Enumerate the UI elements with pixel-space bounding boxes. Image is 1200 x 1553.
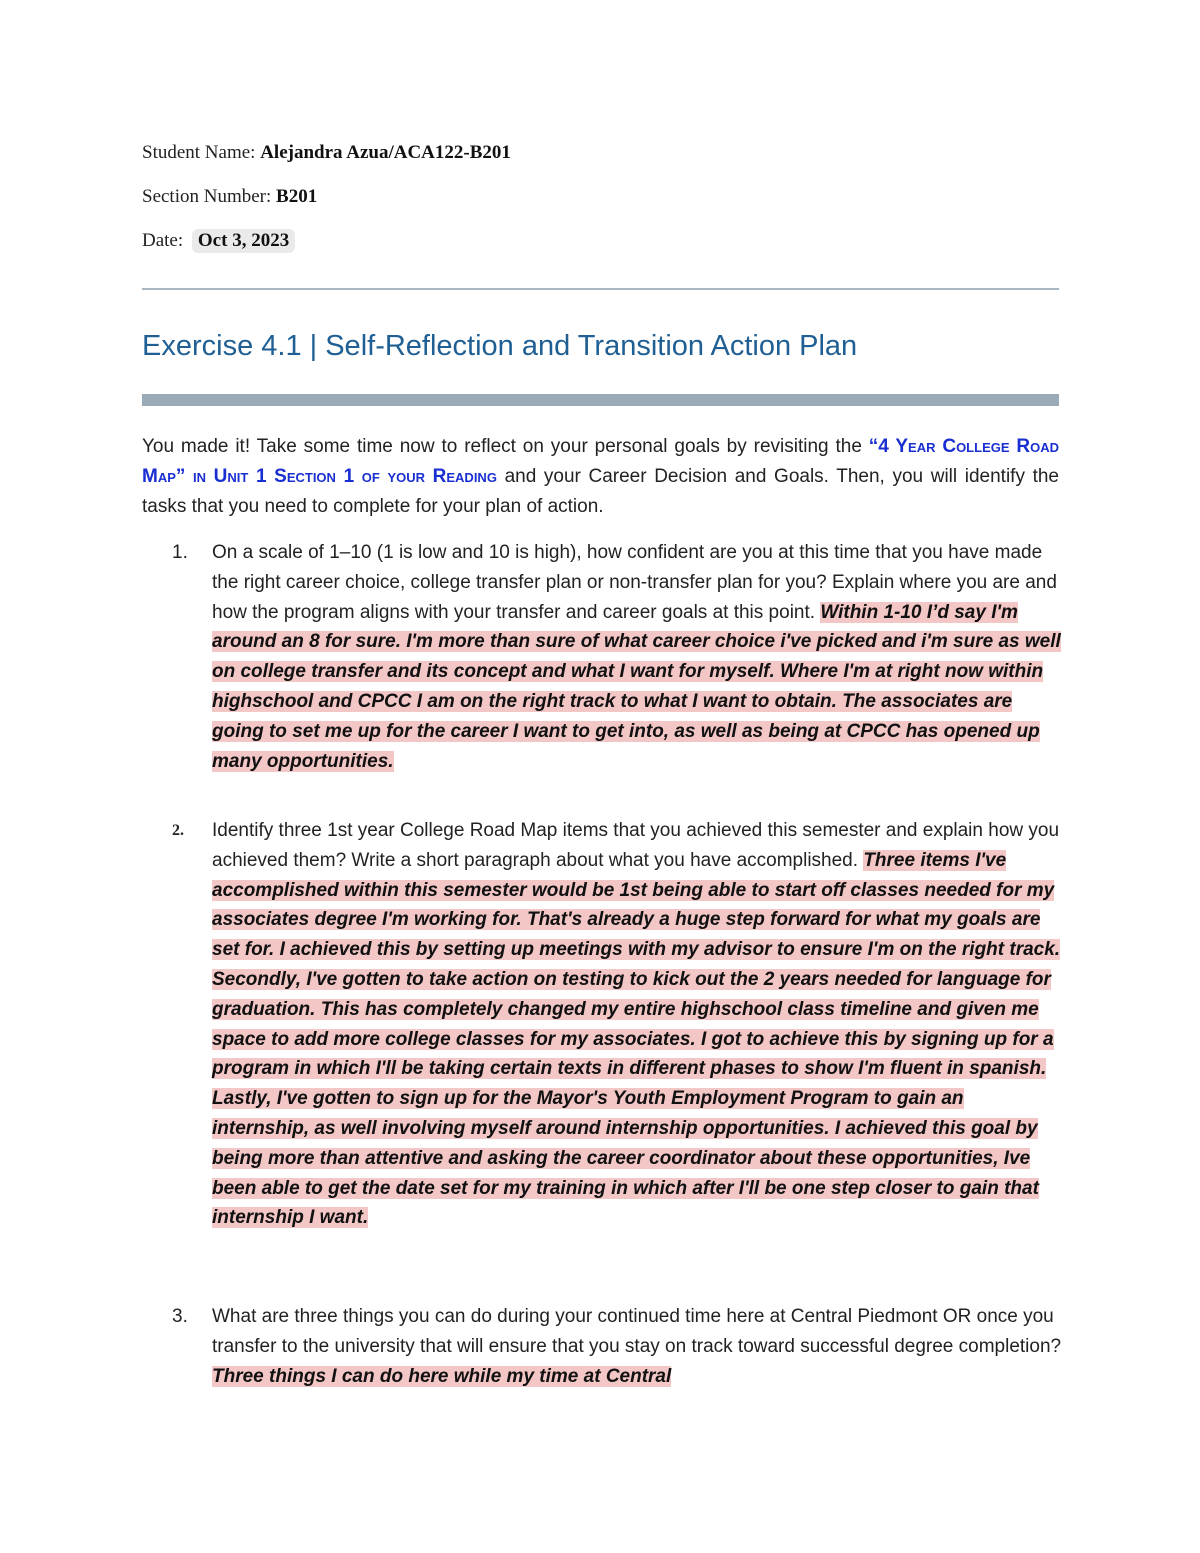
header-divider <box>142 288 1059 290</box>
answer-text[interactable]: Three things I can do here while my time at Central <box>212 1365 672 1387</box>
title-divider <box>142 394 1059 406</box>
section-number-value: B201 <box>276 186 318 207</box>
student-name-line <box>142 142 511 164</box>
date-label: Date: <box>142 230 184 251</box>
question-prompt: Identify three 1st year College Road Map items that you achieved this semester and explain how you achieved them? Write a short paragraph about what you have accomplished. <box>212 820 1060 871</box>
page-title: Exercise 4.1 | Self-Reflection and Transition Action Plan <box>142 330 858 362</box>
date-line <box>142 229 295 253</box>
answer-text[interactable]: Three items I've accomplished within this semester would be 1st being able to start off classes needed for my associates degree I'm working for. That's already a huge step forward for what my goals are set for. I achieved this by setting up meetings with my advisor to ensure I'm on the right track. Secondly, I've gotten to take action on testing to kick out the 2 years needed for language for graduation. This has completely changed my entire highschool class timeline and given me space to add more college classes for my associates. I got to achieve this by signing up for a program in which I'll be taking certain texts in different phases to show I'm fluent in spanish. Lastly, I've gotten to sign up for the Mayor's Youth Employment Program to gain an internship, as well involving myself around internship opportunities. I achieved this goal by being more than attentive and asking the career coordinator about these opportunities, Ive been able to get the date set for my training in which after I'll be one step closer to gain that internship I want. <box>212 849 1061 1229</box>
question-body <box>212 538 1062 776</box>
question-body <box>212 816 1062 1233</box>
question-prompt: On a scale of 1–10 (1 is low and 10 is high), how confident are you at this time that you have made the right career choice, college transfer plan or non-transfer plan for you? Explain where you are and how the program aligns with your transfer and career goals at this point. <box>212 542 1057 623</box>
section-number-line <box>142 186 317 208</box>
section-number-label: Section Number: <box>142 186 272 207</box>
answer-text[interactable]: Within 1-10 I’d say I'm around an 8 for sure. I'm more than sure of what career choice i've picked and i'm sure as well on college transfer and its concept and what I want for myself. Where I'm at right now within highschool and CPCC I am on the right track to what I want to obtain. The associates are going to set me up for the career I want to get into, as well as being at CPCC has opened up many opportunities. <box>212 601 1061 772</box>
question-number: 1. <box>172 542 188 563</box>
date-chip[interactable]: Oct 3, 2023 <box>192 229 295 253</box>
question-body <box>212 1302 1062 1391</box>
student-name-value: Alejandra Azua/ACA122-B201 <box>260 142 511 163</box>
question-prompt: What are three things you can do during your continued time here at Central Piedmont OR once you transfer to the university that will ensure that you stay on track toward successful degree completion? <box>212 1306 1062 1357</box>
intro-text-after: and your Career Decision and Goals. Then, you will identify the tasks that you need to complete for your plan of action. <box>142 466 1060 517</box>
reading-reference[interactable]: “4 Year College Road Map” in Unit 1 Section 1 of your Reading <box>142 436 1060 487</box>
question-number: 3. <box>172 1306 188 1327</box>
intro-text-before: You made it! Take some time now to reflect on your personal goals by revisiting the <box>142 436 869 457</box>
student-name-label: Student Name: <box>142 142 256 163</box>
question-number: 2. <box>172 822 184 839</box>
intro-paragraph <box>142 432 1059 522</box>
